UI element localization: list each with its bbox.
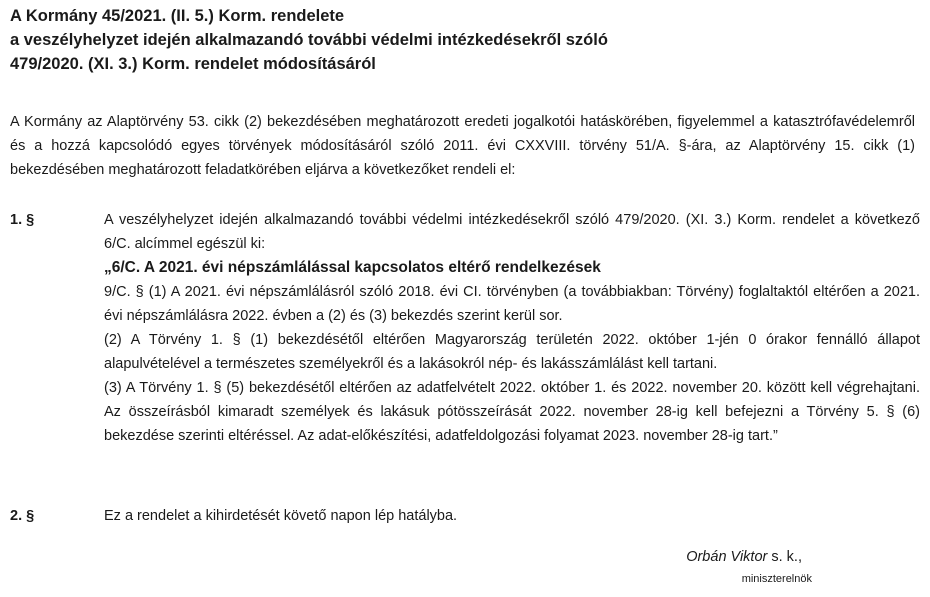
title-line-3: 479/2020. (XI. 3.) Korm. rendelet módosításáról <box>10 55 376 73</box>
title-line-2: a veszélyhelyzet idején alkalmazandó további védelmi intézkedésekről szóló <box>10 31 608 49</box>
preamble: A Kormány az Alaptörvény 53. cikk (2) bekezdésében meghatározott eredeti jogalkotói hatáskörében, figyelemmel a katasztrófavédelemről és a hozzá kapcsolódó egyes törvények módosításáról szóló 2011. évi CXXVIII. törvény 51/A. §-ára, az Alaptörvény 15. cikk (1) bekezdésében meghatározott feladatkörében eljárva a következőket rendeli el: <box>10 114 915 178</box>
section-1-para-2: (2) A Törvény 1. § (1) bekezdésétől eltérően Magyarország területén 2022. október 1-jén 0 órakor fennálló állapot alapulvételével a természetes személyekről és a lakásokról nép- és lakásszámlálást kell tartani. <box>104 332 920 372</box>
section-2-text: Ez a rendelet a kihirdetését követő napon lép hatályba. <box>104 508 458 524</box>
section-1-number: 1. § <box>10 212 35 228</box>
section-1-subtitle: „6/C. A 2021. évi népszámlálással kapcsolatos eltérő rendelkezések <box>104 259 601 276</box>
signature-name: Orbán Viktor <box>686 549 768 565</box>
section-1-para-3: (3) A Törvény 1. § (5) bekezdésétől eltérően az adatfelvételt 2022. október 1. és 2022. november 20. között kell végrehajtani. Az összeírásból kimaradt személyek és lakásuk pótösszeírását 2022. november 28-ig kell befejezni a Törvény 5. § (6) bekezdése szerinti eltéréssel. Az adat-előkészítési, adatfeldolgozási folyamat 2023. november 28-ig tart.” <box>104 380 920 444</box>
signature-suffix: s. k., <box>767 549 802 565</box>
title-line-1: A Kormány 45/2021. (II. 5.) Korm. rendelete <box>10 7 345 25</box>
section-1-para-1: 9/C. § (1) A 2021. évi népszámlálásról szóló 2018. évi CI. törvényben (a továbbiakban: Törvény) foglaltaktól eltérően a 2021. évi népszámlálásra 2022. évben a (2) és (3) bekezdés szerint kerül sor. <box>104 284 920 324</box>
section-2-number: 2. § <box>10 508 35 524</box>
signature-role: miniszterelnök <box>741 573 812 585</box>
decree-title <box>10 4 608 76</box>
section-1-intro: A veszélyhelyzet idején alkalmazandó további védelmi intézkedésekről szóló 479/2020. (XI. 3.) Korm. rendelet a következő 6/C. alcímmel egészül ki: <box>104 212 920 252</box>
signature-block <box>686 547 812 585</box>
section-1-body <box>104 208 920 448</box>
